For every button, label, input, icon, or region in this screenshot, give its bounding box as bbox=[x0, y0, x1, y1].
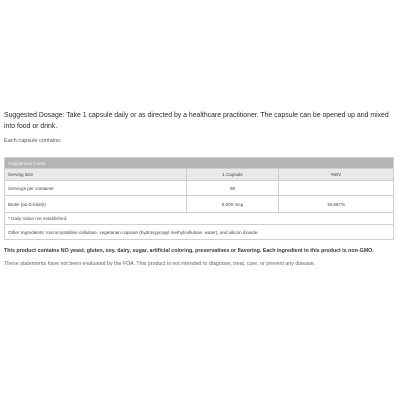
daily-value-header: %DV bbox=[279, 169, 394, 181]
daily-value-note: * Daily Value not established. bbox=[5, 213, 394, 225]
table-row bbox=[5, 181, 394, 196]
servings-amount: 90 bbox=[187, 181, 279, 196]
serving-size-header: Serving size bbox=[5, 169, 187, 181]
servings-dv bbox=[279, 181, 394, 196]
amount-header: 1 Capsule bbox=[187, 169, 279, 181]
capsule-contents-label: Each capsule contains: bbox=[4, 138, 62, 144]
table-row bbox=[5, 196, 394, 213]
biotin-dv: 16,667% bbox=[279, 196, 394, 213]
servings-label: Servings per container bbox=[5, 181, 187, 196]
free-from-statement: This product contains NO yeast, gluten, soy, dairy, sugar, artificial coloring, preservatives or flavoring. Each ingredient in this product is non-GMO. bbox=[4, 248, 374, 254]
table-row bbox=[5, 213, 394, 225]
product-details bbox=[4, 111, 394, 268]
table-row bbox=[5, 225, 394, 240]
supplement-facts-table bbox=[4, 157, 394, 240]
other-ingredients-text: Other Ingredients: microcrystalline cellulose, vegetarian capsule (hydroxypropyl methylcellulose, water), and silicon dioxide. bbox=[5, 225, 394, 240]
supplement-facts-title: Supplement Facts bbox=[5, 158, 394, 169]
fda-disclaimer: These statements have not been evaluated by the FDA. This product is not intended to diagnose, treat, cure, or prevent any disease. bbox=[4, 261, 316, 267]
supplement-facts-header-row bbox=[5, 158, 394, 169]
biotin-amount: 5,000 mcg bbox=[187, 196, 279, 213]
biotin-label: Biotin (as D-biotin) bbox=[5, 196, 187, 213]
suggested-dosage-text: Suggested Dosage: Take 1 capsule daily or as directed by a healthcare practitioner. The capsule can be opened up and mixed into food or drink. bbox=[4, 112, 389, 130]
column-header-row bbox=[5, 169, 394, 181]
